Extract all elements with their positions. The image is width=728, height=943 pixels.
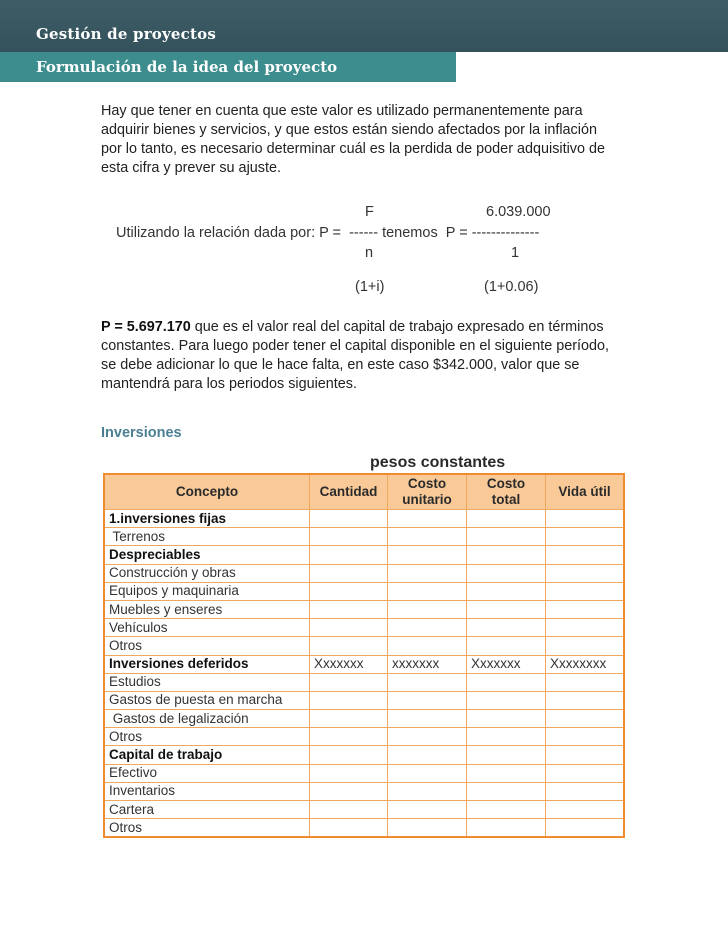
table-cell [388,510,467,528]
formula-one-plus-rate: (1+0.06) [484,279,539,295]
table-cell [546,801,625,819]
concept-cell: Inversiones deferidos [104,655,310,673]
investment-table [103,473,625,838]
table-cell [546,510,625,528]
table-cell [467,546,546,564]
table-cell [467,528,546,546]
table-cell [388,564,467,582]
table-row [104,619,624,637]
table-row [104,782,624,800]
concept-cell: Terrenos [104,528,310,546]
table-cell [546,746,625,764]
table-cell [388,619,467,637]
concept-cell: Inventarios [104,782,310,800]
concept-cell: Construcción y obras [104,564,310,582]
table-cell [310,564,388,582]
table-cell [310,746,388,764]
table-cell [310,710,388,728]
table-cell [388,528,467,546]
concept-cell: Despreciables [104,546,310,564]
table-cell [388,673,467,691]
concept-cell: Muebles y enseres [104,600,310,618]
concept-cell: Otros [104,819,310,838]
table-cell [467,746,546,764]
table-row [104,764,624,782]
table-cell [467,801,546,819]
table-cell [310,764,388,782]
table-cell [467,600,546,618]
table-cell [310,673,388,691]
table-caption: pesos constantes [370,454,506,471]
section-heading-inversiones: Inversiones [101,425,182,441]
result-explanation: que es el valor real del capital de trabajo expresado en términos constantes. Para luego poder tener el capital disponible en el siguiente período, se debe adicionar lo que le hace falta, en este caso $342.000, valor que se mantendrá para los periodos siguientes. [101,319,610,392]
table-cell [388,746,467,764]
table-cell [310,510,388,528]
table-row [104,528,624,546]
table-cell [467,728,546,746]
table-cell [467,819,546,838]
table-row [104,510,624,528]
concept-cell: 1.inversiones fijas [104,510,310,528]
result-value: P = 5.697.170 [101,319,191,335]
table-cell: Xxxxxxx [310,655,388,673]
intro-paragraph: Hay que tener en cuenta que este valor es utilizado permanentemente para adquirir bienes y servicios, y que estos están siendo afectados por la inflación por lo tanto, es necesario determinar cuál es la perdida de poder adquisitivo de esta cifra y prever su ajuste. [101,103,605,176]
column-header: Concepto [104,474,310,510]
column-header: Costo total [467,474,546,510]
table-cell [388,637,467,655]
table-cell [546,619,625,637]
table-cell [310,728,388,746]
table-cell [467,582,546,600]
table-cell [388,782,467,800]
column-header: Cantidad [310,474,388,510]
formula-block [0,0,728,310]
formula-denominator-n: n [365,245,374,261]
result-paragraph [101,318,621,394]
table-header-row [104,474,624,510]
table-cell: xxxxxxx [388,655,467,673]
table-cell [388,600,467,618]
concept-cell: Equipos y maquinaria [104,582,310,600]
table-cell [546,782,625,800]
table-cell [310,619,388,637]
table-cell [546,819,625,838]
table-cell [310,600,388,618]
table-row [104,673,624,691]
table-cell [546,673,625,691]
table-cell [467,764,546,782]
table-cell [388,819,467,838]
table-cell [467,691,546,709]
table-row [104,819,624,838]
table-cell [388,764,467,782]
table-cell [310,801,388,819]
table-cell [467,564,546,582]
table-cell [388,801,467,819]
table-cell [310,691,388,709]
concept-cell: Estudios [104,673,310,691]
table-cell [546,728,625,746]
formula-denominator-one: 1 [511,245,520,261]
table-cell: Xxxxxxx [467,655,546,673]
table-cell [546,691,625,709]
table-row [104,691,624,709]
concept-cell: Gastos de puesta en marcha [104,691,310,709]
table-row [104,710,624,728]
table-cell [310,582,388,600]
table-cell [546,582,625,600]
table-cell [546,600,625,618]
table-cell [546,546,625,564]
concept-cell: Otros [104,637,310,655]
table-row [104,600,624,618]
concept-cell: Cartera [104,801,310,819]
concept-cell: Gastos de legalización [104,710,310,728]
table-cell [388,582,467,600]
concept-cell: Otros [104,728,310,746]
table-cell [546,564,625,582]
table-cell [310,782,388,800]
table-cell [467,710,546,728]
table-row [104,746,624,764]
table-row [104,655,624,673]
section-title: Formulación de la idea del proyecto [36,58,338,76]
concept-cell: Capital de trabajo [104,746,310,764]
document-title: Gestión de proyectos [36,25,216,43]
formula-line: Utilizando la relación dada por: P = ------ tenemos P = -------------- [116,225,540,241]
table-cell [546,528,625,546]
table-row [104,801,624,819]
table-cell [546,764,625,782]
table-cell [310,637,388,655]
table-cell [467,673,546,691]
table-row [104,637,624,655]
table-cell [546,637,625,655]
table-cell [310,546,388,564]
table-cell [388,546,467,564]
formula-numerator-value: 6.039.000 [486,204,551,220]
formula-one-plus-i: (1+i) [355,279,385,295]
table-cell [467,619,546,637]
column-header: Costo unitario [388,474,467,510]
table-row [104,728,624,746]
formula-numerator-f: F [365,204,374,220]
table-cell [467,782,546,800]
table-cell [310,819,388,838]
table-cell: Xxxxxxxx [546,655,625,673]
table-cell [388,691,467,709]
table-cell [546,710,625,728]
table-row [104,564,624,582]
concept-cell: Vehículos [104,619,310,637]
table-row [104,546,624,564]
table-row [104,582,624,600]
column-header: Vida útil [546,474,625,510]
table-cell [388,710,467,728]
table-cell [467,510,546,528]
table-cell [310,528,388,546]
concept-cell: Efectivo [104,764,310,782]
table-cell [467,637,546,655]
table-cell [388,728,467,746]
